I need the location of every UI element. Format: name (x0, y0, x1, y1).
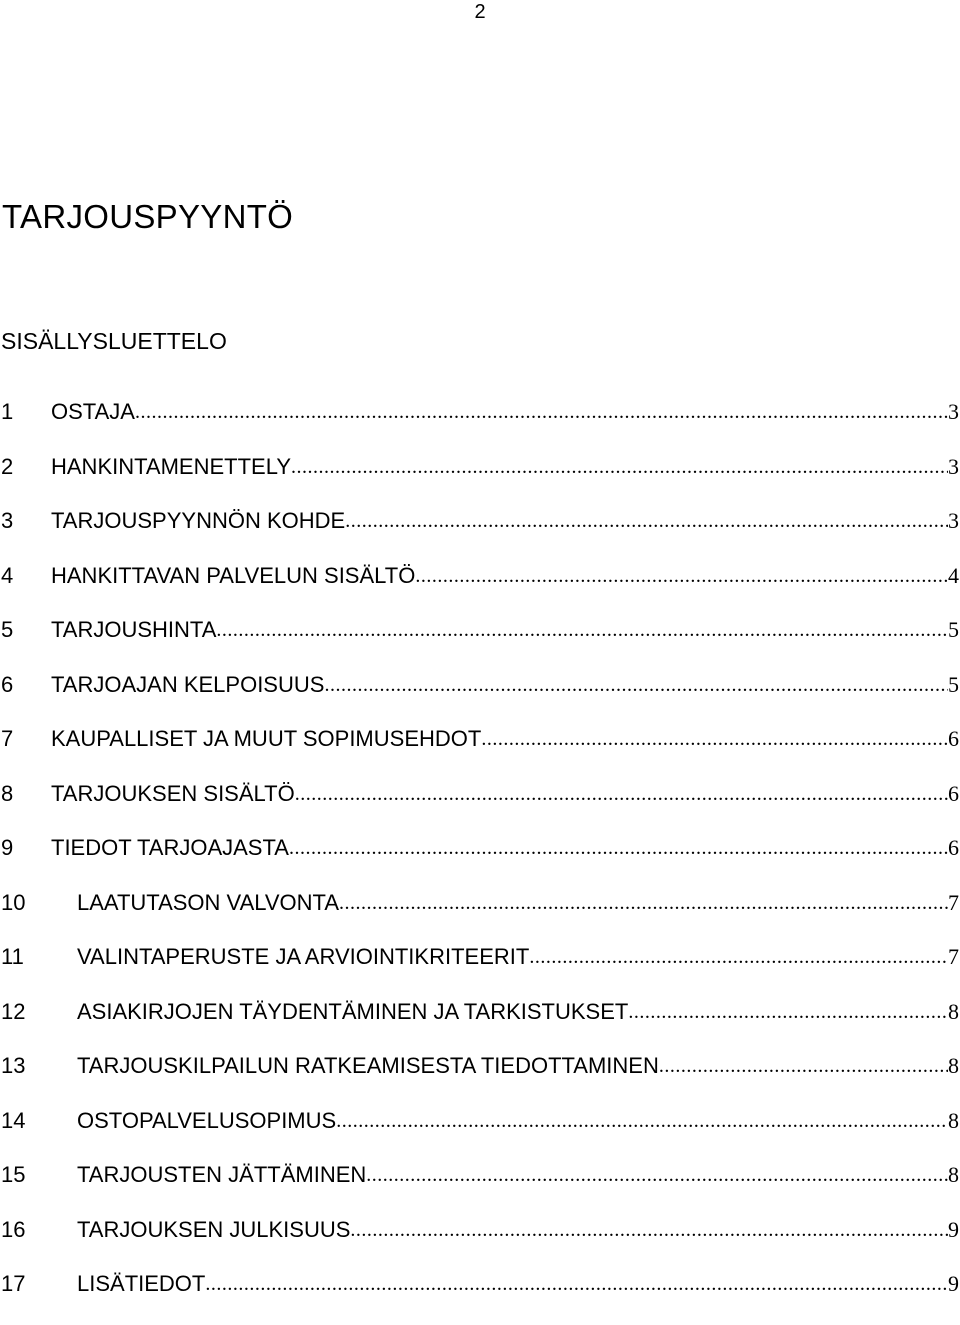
page-number: 2 (474, 1, 486, 23)
toc-entry-title: TARJOUKSEN SISÄLTÖ (51, 780, 295, 806)
toc-entry-page: 7 (948, 889, 959, 915)
toc-entry[interactable] (0, 398, 960, 453)
toc-entry-number: 10 (1, 889, 26, 915)
toc-dot-leader (289, 834, 948, 862)
toc-entry-title: ASIAKIRJOJEN TÄYDENTÄMINEN JA TARKISTUKSET (77, 998, 629, 1024)
toc-entry-title: LAATUTASON VALVONTA (77, 889, 340, 915)
toc-entry-number: 2 (1, 453, 14, 479)
toc-entry-page: 3 (948, 399, 959, 424)
toc-entry[interactable] (0, 1270, 960, 1325)
toc-entry-title: TIEDOT TARJOAJASTA (51, 835, 289, 860)
toc-entry[interactable] (0, 1107, 960, 1162)
toc-entry-page: 8 (948, 998, 959, 1024)
toc-entry-number: 7 (1, 726, 14, 751)
toc-entry-page: 6 (948, 726, 959, 751)
toc-entry-page: 6 (948, 835, 959, 860)
toc-entry[interactable] (0, 1216, 960, 1271)
toc-heading: SISÄLLYSLUETTELO (1, 328, 227, 354)
toc-entry[interactable] (0, 671, 960, 726)
toc-entry-number: 5 (1, 617, 14, 642)
toc-entry-page: 3 (948, 453, 959, 479)
toc-dot-leader (336, 1107, 948, 1135)
toc-entry-number: 13 (1, 1053, 26, 1078)
toc-entry-page: 8 (948, 1107, 959, 1133)
toc-entry-title: TARJOUSPYYNNÖN KOHDE (51, 508, 346, 533)
toc-entry-page: 9 (948, 1271, 959, 1296)
toc-entry-number: 6 (1, 671, 14, 697)
toc-dot-leader (135, 398, 948, 426)
toc-dot-leader (345, 507, 948, 535)
toc-dot-leader (350, 1216, 948, 1244)
toc-entry[interactable] (0, 725, 960, 780)
toc-entry-title: TARJOUKSEN JULKISUUS (77, 1216, 351, 1242)
toc-entry-number: 12 (1, 998, 26, 1024)
toc-entry-number: 1 (1, 399, 14, 424)
toc-dot-leader (205, 1270, 948, 1298)
toc-entry-page: 5 (948, 671, 959, 697)
toc-entry-title: TARJOUSTEN JÄTTÄMINEN (77, 1162, 367, 1187)
toc-entry-title: KAUPALLISET JA MUUT SOPIMUSEHDOT (51, 726, 482, 751)
toc-entry-title: HANKITTAVAN PALVELUN SISÄLTÖ (51, 562, 416, 588)
toc-entry[interactable] (0, 1161, 960, 1216)
toc-entry-title: HANKINTAMENETTELY (51, 453, 291, 479)
toc-entry-page: 9 (948, 1216, 959, 1242)
toc-dot-leader (366, 1161, 948, 1189)
toc-entry-title: TARJOAJAN KELPOISUUS (51, 671, 325, 697)
toc-entry[interactable] (0, 889, 960, 944)
toc-entry-page: 8 (948, 1162, 959, 1187)
toc-entry-title: TARJOUSHINTA (51, 617, 217, 642)
toc-entry-page: 8 (948, 1053, 959, 1078)
toc-dot-leader (529, 943, 948, 971)
toc-entry-page: 7 (948, 944, 959, 969)
toc-entry-title: OSTAJA (51, 399, 135, 424)
toc-dot-leader (324, 671, 948, 699)
toc-entry-title: LISÄTIEDOT (77, 1271, 206, 1296)
toc-entry-page: 4 (948, 562, 959, 588)
toc-entry[interactable] (0, 780, 960, 835)
toc-entry-page: 6 (948, 780, 959, 806)
toc-entry-page: 5 (948, 617, 959, 642)
table-of-contents (0, 398, 960, 1325)
toc-entry[interactable] (0, 616, 960, 671)
toc-entry[interactable] (0, 1052, 960, 1107)
toc-dot-leader (628, 998, 948, 1026)
toc-entry-number: 17 (1, 1271, 26, 1296)
toc-entry-number: 14 (1, 1107, 26, 1133)
toc-entry[interactable] (0, 507, 960, 562)
toc-dot-leader (295, 780, 948, 808)
toc-dot-leader (216, 616, 948, 644)
toc-entry-number: 15 (1, 1162, 26, 1187)
toc-entry[interactable] (0, 834, 960, 889)
document-title: TARJOUSPYYNTÖ (2, 198, 294, 235)
toc-entry-number: 9 (1, 835, 14, 860)
toc-entry[interactable] (0, 998, 960, 1053)
toc-entry[interactable] (0, 453, 960, 508)
toc-entry-number: 3 (1, 508, 14, 533)
toc-dot-leader (659, 1052, 948, 1080)
toc-dot-leader (291, 453, 948, 481)
toc-dot-leader (339, 889, 948, 917)
toc-entry-title: TARJOUSKILPAILUN RATKEAMISESTA TIEDOTTAMINEN (77, 1053, 659, 1078)
toc-entry-number: 11 (1, 944, 24, 969)
toc-dot-leader (415, 562, 948, 590)
toc-dot-leader (481, 725, 948, 753)
toc-entry-number: 8 (1, 780, 14, 806)
toc-entry[interactable] (0, 562, 960, 617)
toc-entry-number: 16 (1, 1216, 26, 1242)
toc-entry-page: 3 (948, 508, 959, 533)
toc-entry-title: VALINTAPERUSTE JA ARVIOINTIKRITEERIT (77, 944, 530, 969)
toc-entry-number: 4 (1, 562, 14, 588)
toc-entry[interactable] (0, 943, 960, 998)
toc-entry-title: OSTOPALVELUSOPIMUS (77, 1107, 337, 1133)
